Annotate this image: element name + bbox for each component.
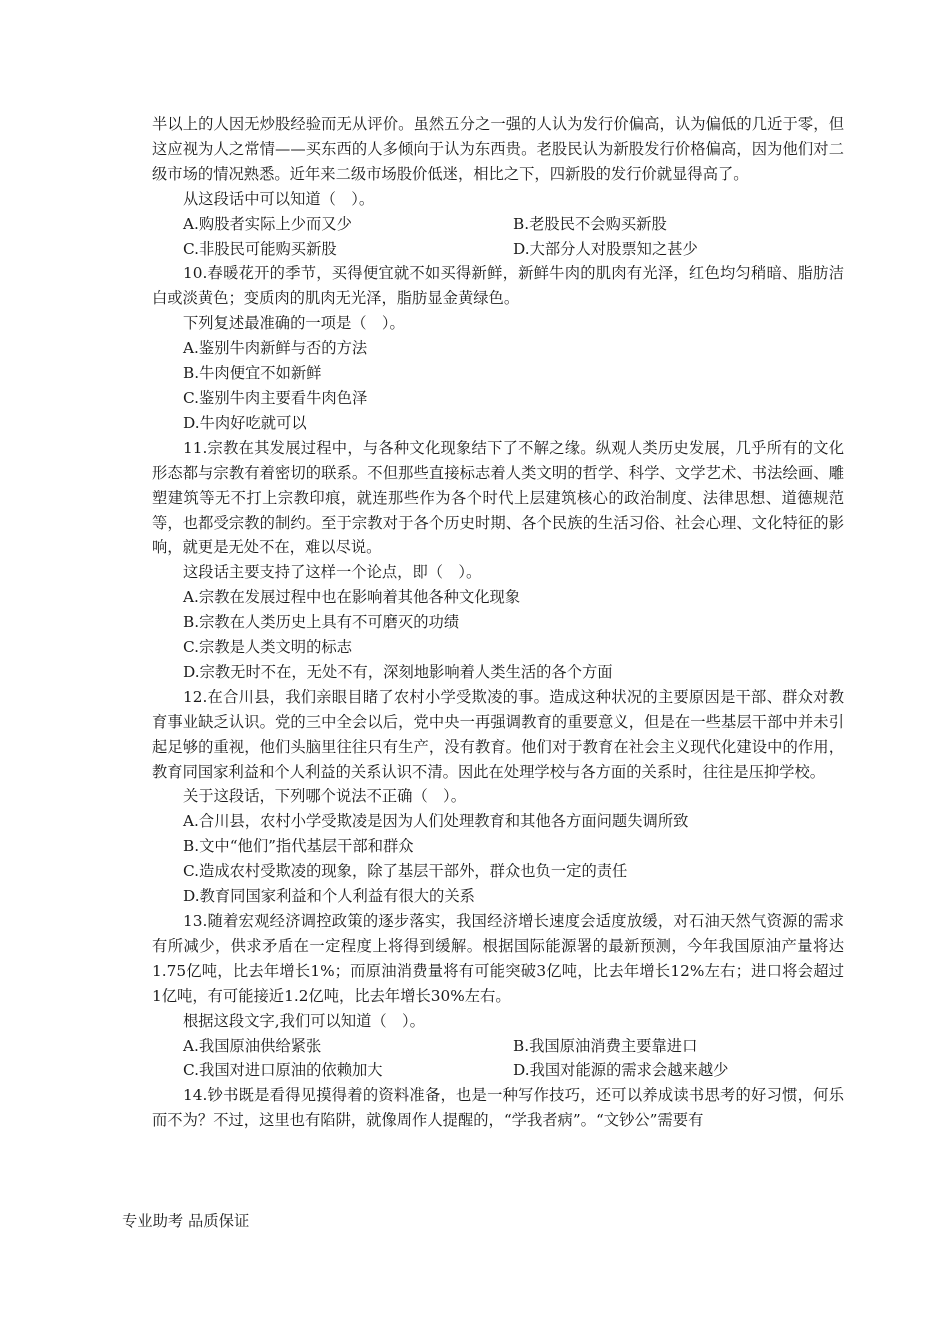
passage-10-text: 10.春暖花开的季节，买得便宜就不如买得新鲜，新鲜牛肉的肌肉有光泽，红色均匀稍暗、脂肪洁白或淡黄色；变质肉的肌肉无光泽，脂肪显金黄绿色。 xyxy=(152,264,844,308)
passage-11-question: 这段话主要支持了这样一个论点，即（ ）。 xyxy=(183,563,482,582)
passage-9-text: 半以上的人因无炒股经验而无从评价。虽然五分之一强的人认为发行价偏高，认为偏低的几近于零，但这应视为人之常情——买东西的人多倾向于认为东西贵。老股民认为新股发行价格偏高，因为他们对二级市场的情况熟悉。近年来二级市场股价低迷，相比之下，四新股的发行价就显得高了。 xyxy=(152,115,844,183)
passage-9-options-row-1 xyxy=(152,212,844,237)
option-c: C.鉴别牛肉主要看牛肉色泽 xyxy=(183,388,368,407)
option-b: B.文中“他们”指代基层干部和群众 xyxy=(183,837,414,856)
option-d: D.我国对能源的需求会越来越少 xyxy=(513,1061,729,1080)
option-c: C.我国对进口原油的依赖加大 xyxy=(183,1061,383,1080)
option-a: A.合川县，农村小学受欺凌是因为人们处理教育和其他各方面问题失调所致 xyxy=(183,812,689,831)
page-footer: 专业助考 品质保证 xyxy=(122,1212,250,1230)
passage-13-text: 13.随着宏观经济调控政策的逐步落实，我国经济增长速度会适度放缓，对石油天然气资源的需求有所减少，供求矛盾在一定程度上将得到缓解。根据国际能源署的最新预测，今年我国原油产量将达1.75亿吨，比去年增长1%；而原油消费量将有可能突破3亿吨，比去年增长12%左右；进口将会超过1亿吨，有可能接近1.2亿吨，比去年增长30%左右。 xyxy=(152,912,844,1005)
option-c: C.非股民可能购买新股 xyxy=(183,239,337,258)
passage-11-text: 11.宗教在其发展过程中，与各种文化现象结下了不解之缘。纵观人类历史发展，几乎所有的文化形态都与宗教有着密切的联系。不但那些直接标志着人类文明的哲学、科学、文学艺术、书法绘画、雕塑建筑等无不打上宗教印痕，就连那些作为各个时代上层建筑核心的政治制度、法律思想、道德规范等，也都受宗教的制约。至于宗教对于各个历史时期、各个民族的生活习俗、社会心理、文化特征的影响，就更是无处不在，难以尽说。 xyxy=(152,438,844,557)
document-body xyxy=(152,112,844,1133)
option-d: D.牛肉好吃就可以 xyxy=(183,413,307,432)
option-a: A.宗教在发展过程中也在影响着其他各种文化现象 xyxy=(183,588,521,607)
passage-12-question: 关于这段话，下列哪个说法不正确（ ）。 xyxy=(183,787,466,806)
passage-9-options-row-2 xyxy=(152,237,844,262)
option-c: C.宗教是人类文明的标志 xyxy=(183,638,352,657)
passage-13-options-row-2 xyxy=(152,1058,844,1083)
option-a: A.鉴别牛肉新鲜与否的方法 xyxy=(183,339,368,358)
passage-10-question: 下列复述最准确的一项是（ ）。 xyxy=(183,314,405,333)
option-b: B.宗教在人类历史上具有不可磨灭的功绩 xyxy=(183,613,460,632)
passage-13-options-row-1 xyxy=(152,1034,844,1059)
passage-12-text: 12.在合川县，我们亲眼目睹了农村小学受欺凌的事。造成这种状况的主要原因是干部、群众对教育事业缺乏认识。党的三中全会以后，党中央一再强调教育的重要意义，但是在一些基层干部中并未引起足够的重视，他们头脑里往往只有生产，没有教育。他们对于教育在社会主义现代化建设中的作用，教育同国家利益和个人利益的关系认识不清。因此在处理学校与各方面的关系时，往往是压抑学校。 xyxy=(152,687,844,781)
option-c: C.造成农村受欺凌的现象，除了基层干部外，群众也负一定的责任 xyxy=(183,862,628,881)
option-d: D.大部分人对股票知之甚少 xyxy=(513,239,698,258)
passage-13-question: 根据这段文字,我们可以知道（ ）。 xyxy=(183,1011,425,1030)
option-d: D.宗教无时不在，无处不有，深刻地影响着人类生活的各个方面 xyxy=(183,662,613,681)
option-a: A.我国原油供给紧张 xyxy=(183,1036,322,1055)
option-b: B.我国原油消费主要靠进口 xyxy=(513,1036,698,1055)
passage-14-text: 14.钞书既是看得见摸得着的资料准备，也是一种写作技巧，还可以养成读书思考的好习惯，何乐而不为？不过，这里也有陷阱，就像周作人提醒的，“学我者病”。“文钞公”需要有 xyxy=(152,1086,844,1130)
option-b: B.牛肉便宜不如新鲜 xyxy=(183,364,322,383)
option-a: A.购股者实际上少而又少 xyxy=(183,214,352,233)
option-d: D.教育同国家利益和个人利益有很大的关系 xyxy=(183,887,475,906)
passage-9-question: 从这段话中可以知道（ ）。 xyxy=(183,189,375,208)
option-b: B.老股民不会购买新股 xyxy=(513,214,667,233)
